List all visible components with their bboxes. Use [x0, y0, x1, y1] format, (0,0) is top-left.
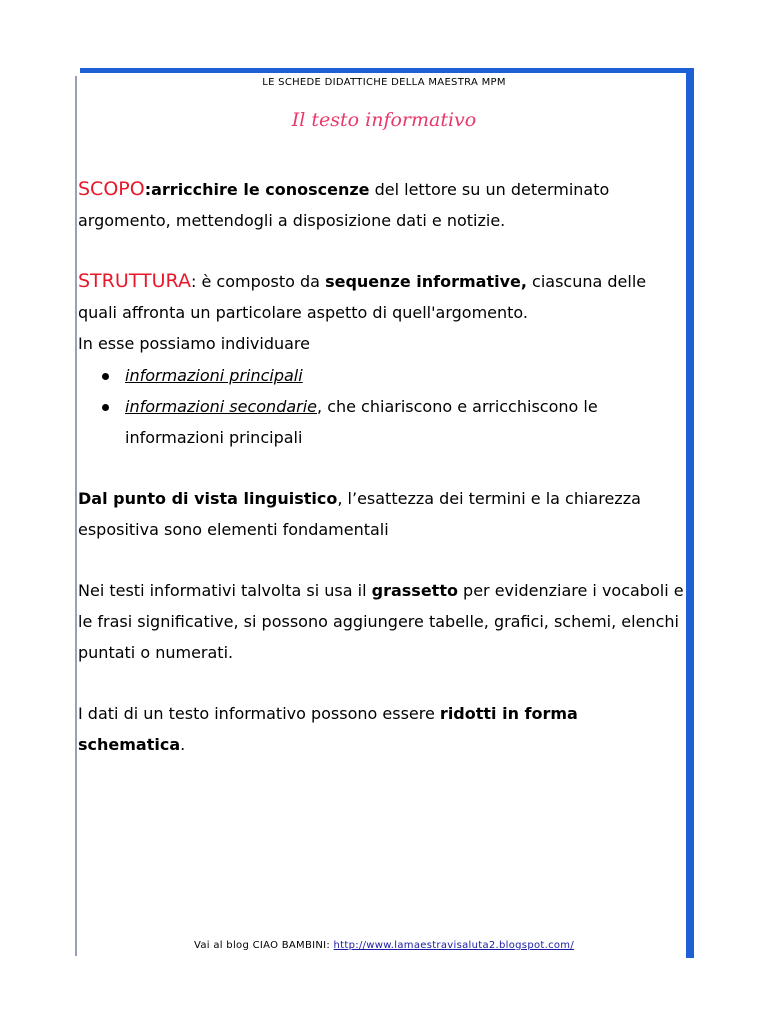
- struttura-text: : è composto da: [191, 272, 326, 291]
- struttura-paragraph: [78, 266, 688, 328]
- info-bullet-list: [102, 360, 688, 453]
- grassetto-text-2: per evidenziare i vocaboli e le frasi significative, si possono aggiungere tabelle, grafici, schemi, elenchi puntati o numerati.: [78, 581, 684, 662]
- page-border-top: [80, 68, 694, 73]
- linguistico-bold-text: Dal punto di vista linguistico: [78, 489, 338, 508]
- bullet-icon: [102, 373, 109, 380]
- struttura-text-2: ciascuna delle quali affronta un particolare aspetto di quell'argomento.: [78, 272, 647, 322]
- grassetto-text: Nei testi informativi talvolta si usa il: [78, 581, 372, 600]
- list-item: [102, 360, 688, 391]
- info-secondarie-link: informazioni secondarie: [125, 397, 318, 416]
- dati-bold-text: ridotti in forma schematica: [78, 704, 578, 754]
- dati-text: I dati di un testo informativo possono essere: [78, 704, 440, 723]
- list-item: [102, 391, 688, 453]
- scopo-keyword: SCOPO: [78, 178, 145, 200]
- spacer: [78, 453, 688, 483]
- dati-paragraph: [78, 698, 688, 760]
- struttura-intro-line: In esse possiamo individuare: [78, 334, 310, 353]
- footer-text: Vai al blog CIAO BAMBINI:: [193, 940, 334, 951]
- linguistico-text: , l’esattezza dei termini e la chiarezza espositiva sono elementi fondamentali: [78, 489, 641, 539]
- scopo-colon: :: [144, 180, 152, 199]
- struttura-keyword: STRUTTURA: [78, 270, 191, 292]
- scopo-bold-text: arricchire le conoscenze: [151, 180, 370, 199]
- spacer: [78, 545, 688, 575]
- blog-link[interactable]: http://www.lamaestravisaluta2.blogspot.com/: [333, 940, 575, 951]
- grassetto-paragraph: [78, 575, 688, 668]
- list-item-text: , che chiariscono e arricchiscono le informazioni principali: [125, 397, 598, 447]
- document-body: [78, 174, 688, 760]
- struttura-bold-text: sequenze informative,: [325, 272, 527, 291]
- linguistico-paragraph: [78, 483, 688, 545]
- scopo-paragraph: [78, 174, 688, 236]
- spacer: [78, 668, 688, 698]
- page-border-left: [75, 76, 77, 956]
- info-principali-link: informazioni principali: [125, 366, 303, 385]
- page-footer: [0, 940, 768, 951]
- grassetto-bold-text: grassetto: [371, 581, 458, 600]
- dati-text-2: .: [180, 735, 186, 754]
- scopo-text: del lettore su un determinato argomento, mettendogli a disposizione dati e notizie.: [78, 180, 610, 230]
- spacer: [78, 236, 688, 266]
- page-title: Il testo informativo: [291, 109, 477, 131]
- page-header: LE SCHEDE DIDATTICHE DELLA MAESTRA MPM: [262, 77, 506, 88]
- bullet-icon: [102, 404, 109, 411]
